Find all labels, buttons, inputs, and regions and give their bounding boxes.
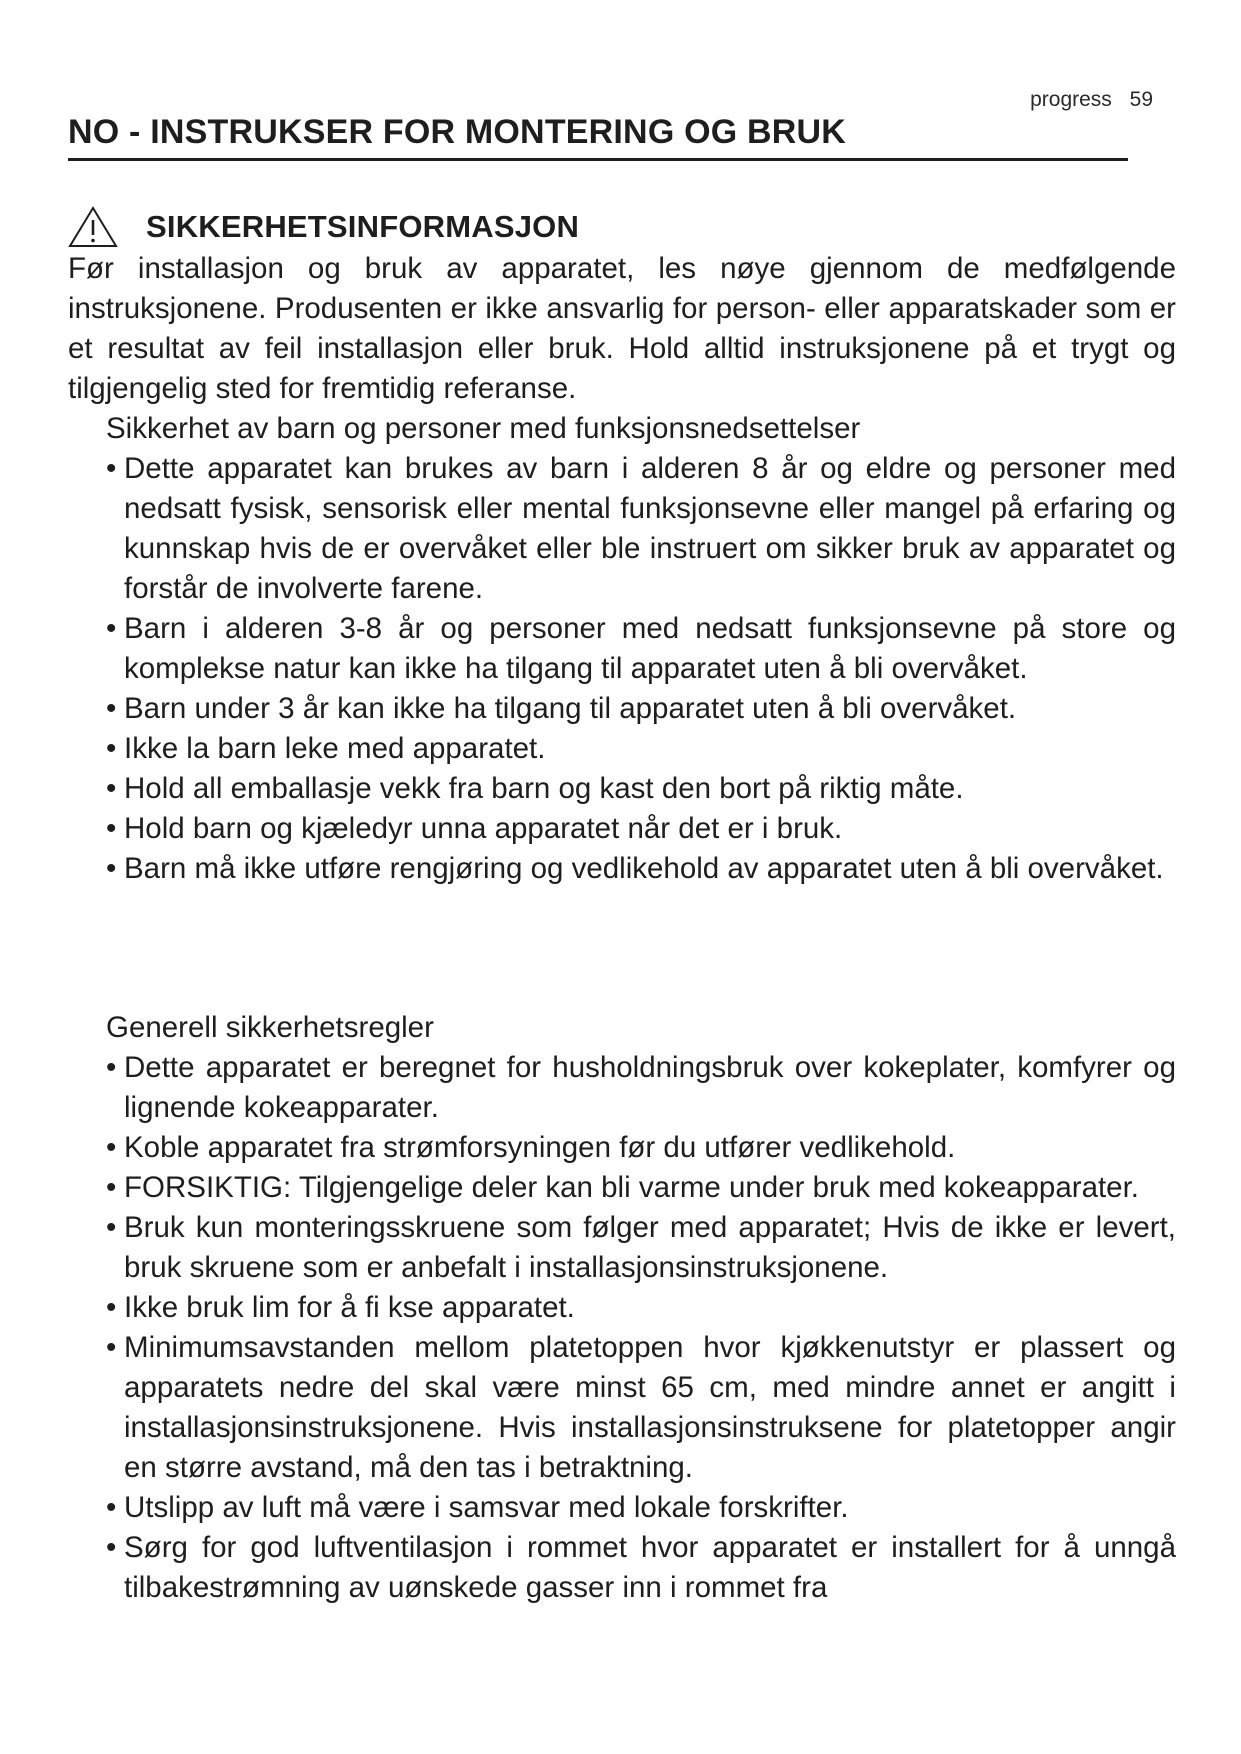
page-number: 59	[1129, 88, 1153, 111]
general-safety-list	[106, 1048, 1176, 1608]
list-item: • Minimumsavstanden mellom platetoppen hvor kjøkkenutstyr er plassert og apparatets nedre del skal være minst 65 cm, med mindre annet er angitt i installasjonsinstruksjonene. Hvis installasjonsinstruksene for platetopper angir en større avstand, må den tas i betraktning.	[106, 1328, 1176, 1488]
list-item: • Hold all emballasje vekk fra barn og kast den bort på riktig måte.	[106, 769, 1176, 809]
list-item: • Sørg for god luftventilasjon i rommet hvor apparatet er installert for å unngå tilbakestrømning av uønskede gasser inn i rommet fra	[106, 1528, 1176, 1608]
list-item: • FORSIKTIG: Tilgjengelige deler kan bli varme under bruk med kokeapparater.	[106, 1168, 1176, 1208]
list-item: • Barn i alderen 3-8 år og personer med nedsatt funksjonsevne på store og komplekse natur kan ikke ha tilgang til apparatet uten å bli overvåket.	[106, 609, 1176, 689]
list-item: • Barn under 3 år kan ikke ha tilgang til apparatet uten å bli overvåket.	[106, 689, 1176, 729]
list-item: • Koble apparatet fra strømforsyningen før du utfører vedlikehold.	[106, 1128, 1176, 1168]
list-item: • Hold barn og kjæledyr unna apparatet når det er i bruk.	[106, 809, 1176, 849]
list-item: • Bruk kun monteringsskruene som følger med apparatet; Hvis de ikke er levert, bruk skruene som er anbefalt i installasjonsinstruksjonene.	[106, 1208, 1176, 1288]
page-header	[1030, 88, 1153, 112]
list-item: • Dette apparatet er beregnet for husholdningsbruk over kokeplater, komfyrer og lignende kokeapparater.	[106, 1048, 1176, 1128]
list-item: • Utslipp av luft må være i samsvar med lokale forskrifter.	[106, 1488, 1176, 1528]
safety-heading: SIKKERHETSINFORMASJON	[146, 209, 580, 244]
brand-name: progress	[1030, 88, 1112, 111]
list-item: • Ikke la barn leke med apparatet.	[106, 729, 1176, 769]
safety-intro-paragraph: Før installasjon og bruk av apparatet, les nøye gjennom de medfølgende instruksjonene. Produsenten er ikke ansvarlig for person- eller apparatskader som er et resultat av feil installasjon eller bruk. Hold alltid instruksjonene på et trygt og tilgjengelig sted for fremtidig referanse.	[68, 252, 1176, 405]
warning-triangle-icon	[68, 206, 118, 248]
safety-section-heading	[68, 206, 579, 248]
children-safety-heading: Sikkerhet av barn og personer med funksjonsnedsettelser	[106, 412, 861, 445]
general-safety-heading: Generell sikkerhetsregler	[106, 1011, 434, 1044]
list-item: • Ikke bruk lim for å fi kse apparatet.	[106, 1288, 1176, 1328]
document-title: NO - INSTRUKSER FOR MONTERING OG BRUK	[68, 112, 1128, 161]
list-item: • Dette apparatet kan brukes av barn i alderen 8 år og eldre og personer med nedsatt fysisk, sensorisk eller mental funksjonsevne eller mangel på erfaring og kunnskap hvis de er overvåket eller ble instruert om sikker bruk av apparatet og forstår de involverte farene.	[106, 449, 1176, 609]
children-safety-list	[106, 449, 1176, 889]
list-item: • Barn må ikke utføre rengjøring og vedlikehold av apparatet uten å bli overvåket.	[106, 849, 1176, 889]
